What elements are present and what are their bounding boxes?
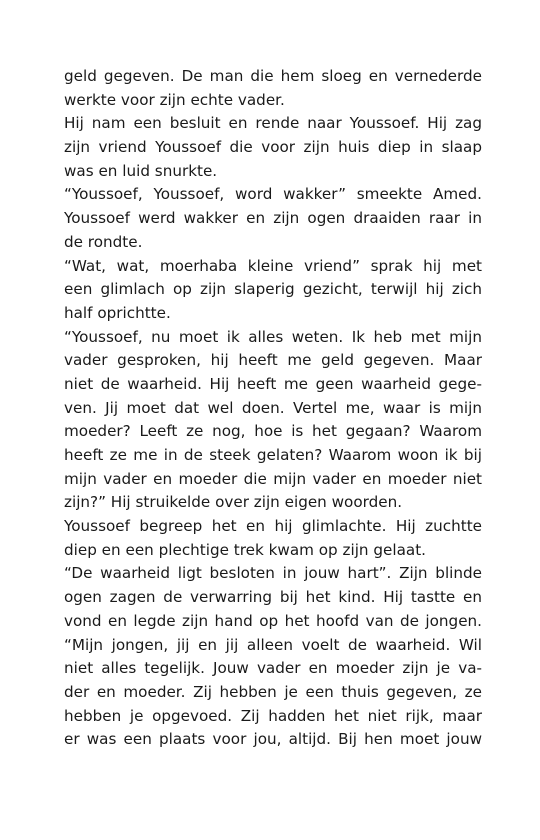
text-line: half oprichtte. — [64, 303, 171, 322]
body-text — [64, 65, 482, 752]
text-line: ven. Jij moet dat wel doen. Vertel me, waar is mijn — [64, 398, 482, 417]
text-line: Youssoef werd wakker en zijn ogen draaiden raar in — [64, 209, 482, 228]
text-line: “Youssoef, Youssoef, word wakker” smeekte Amed. — [64, 185, 482, 204]
text-line: zijn vriend Youssoef die voor zijn huis diep in slaap — [64, 138, 482, 157]
text-line: heeft ze me in de steek gelaten? Waarom woon ik bij — [64, 446, 482, 464]
text-line: diep en een plechtige trek kwam op zijn gelaat. — [64, 540, 426, 559]
text-line: niet de waarheid. Hij heeft me geen waarheid gege- — [64, 374, 482, 393]
text-line: zijn?” Hij struikelde over zijn eigen woorden. — [64, 493, 403, 512]
text-line: hebben je opgevoed. Zij hadden het niet rijk, maar — [64, 706, 482, 725]
text-line: niet alles tegelijk. Jouw vader en moeder zijn je va- — [64, 659, 482, 678]
text-line: er was een plaats voor jou, altijd. Bij hen moet jouw — [64, 730, 482, 749]
text-line: werkte voor zijn echte vader. — [64, 90, 285, 109]
text-line: een glimlach op zijn slaperig gezicht, terwijl hij zich — [64, 280, 482, 299]
text-line: vond en legde zijn hand op het hoofd van de jongen. — [64, 611, 482, 630]
text-line: Youssoef begreep het en hij glimlachte. Hij zuchtte — [64, 517, 482, 536]
text-line: moeder? Leeft ze nog, hoe is het gegaan? Waarom — [64, 422, 482, 441]
text-line: “De waarheid ligt besloten in jouw hart”. Zijn blinde — [64, 564, 482, 583]
text-line: Hij nam een besluit en rende naar Youssoef. Hij zag — [64, 114, 482, 133]
text-line: de rondte. — [64, 232, 143, 251]
text-line: der en moeder. Zij hebben je een thuis gegeven, ze — [64, 682, 482, 701]
text-line: mijn vader en moeder die mijn vader en moeder niet — [64, 469, 482, 488]
text-line: “Mijn jongen, jij en jij alleen voelt de waarheid. Wil — [64, 635, 482, 654]
text-line: vader gesproken, hij heeft me geld gegeven. Maar — [64, 351, 482, 370]
text-line: ogen zagen de verwarring bij het kind. Hij tastte en — [64, 588, 482, 607]
text-line: “Wat, wat, moerhaba kleine vriend” sprak hij met — [64, 256, 482, 275]
text-line: “Youssoef, nu moet ik alles weten. Ik heb met mijn — [64, 327, 482, 346]
text-line: was en luid snurkte. — [64, 161, 218, 180]
text-line: geld gegeven. De man die hem sloeg en vernederde — [64, 67, 482, 85]
